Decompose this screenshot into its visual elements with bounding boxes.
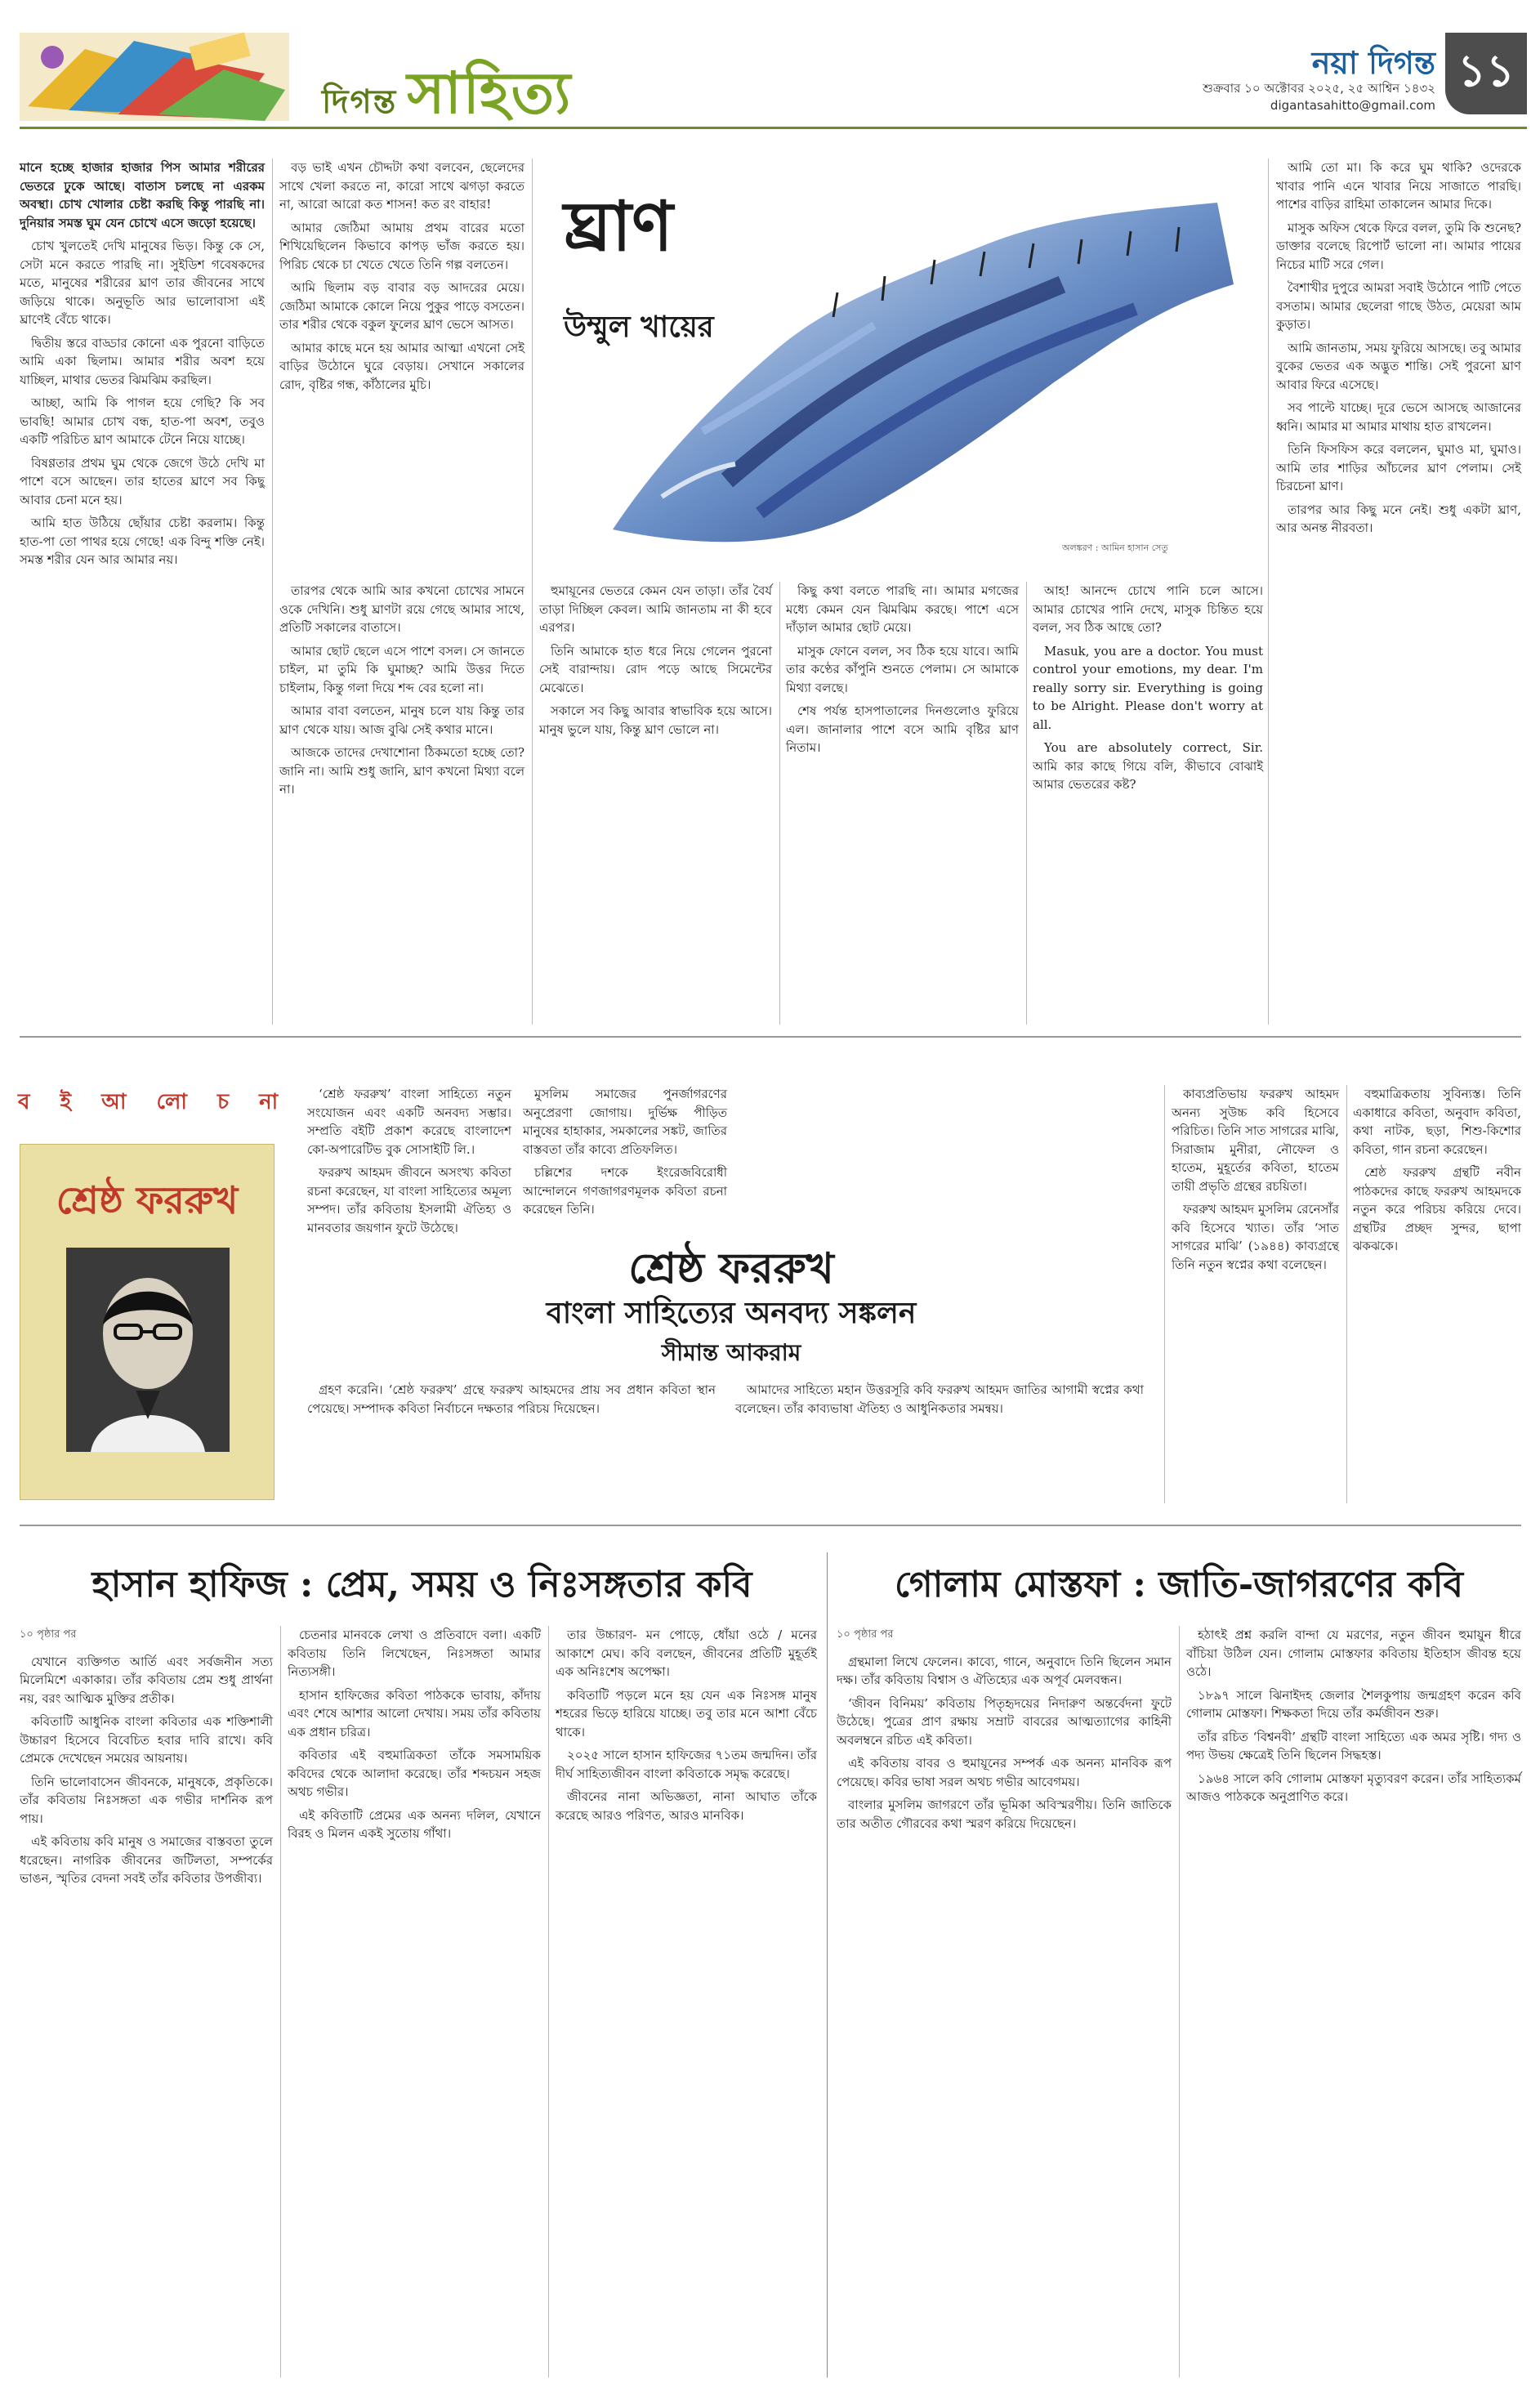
paper-logo[interactable]: নয়া দিগন্ত (1311, 45, 1435, 81)
article2-column-1 (837, 1626, 1172, 2378)
column-divider (280, 1626, 281, 2378)
article1-column-3 (556, 1626, 817, 2378)
review-paragraph: মুসলিম সমাজের পুনর্জাগরণের অনুপ্রেরণা জোগায়। দুর্ভিক্ষ পীড়িত মানুষের হাহাকার, সমকালের সঙ্কট, জাতির বাস্তবতা তাঁর কাব্যে প্রতিফলিত। (523, 1087, 727, 1157)
story-paragraph: আমার জেঠিমা আমায় প্রথম বারের মতো শিখিয়েছিলেন কিভাবে কাপড় ভাঁজ করতে হয়। পিরিচ থেকে চা খেতে খেতে তিনি গল্প বলতেন। (279, 220, 524, 272)
story-column-2b (279, 582, 524, 1025)
article-paragraph: কবিতাটি আধুনিক বাংলা কবিতার এক শক্তিশালী উচ্চারণ হিসেবে বিবেচিত হবার দাবি রাখে। কবি প্রেমকে দেখেছেন সময়ের আয়নায়। (20, 1714, 273, 1766)
article-paragraph: তিনি ভালোবাসেন জীবনকে, মানুষকে, প্রকৃতিকে। তাঁর কবিতায় নিঃসঙ্গতা এক গভীর দার্শনিক রূপ পায়। (20, 1774, 273, 1826)
review-column-6 (1353, 1085, 1521, 1503)
story-paragraph: তারপর থেকে আমি আর কখনো চোখের সামনে ওকে দেখিনি। শুধু ঘ্রাণটা রয়ে গেছে আমার সাথে, প্রতিটি সকালের বাতাসে। (279, 583, 524, 635)
article-divider (827, 1552, 828, 2378)
review-paragraph: কাব্যপ্রতিভায় ফররুখ আহমদ অনন্য সুউচ্চ কবি হিসেবে পরিচিত। তিনি সাত সাগরের মাঝি, সিরাজাম মুনীরা, নৌফেল ও হাতেম, মুহূর্তের কবিতা, হাতেম তায়ী প্রভৃতি গ্রন্থের রচয়িতা। (1172, 1087, 1339, 1194)
author-portrait (66, 1248, 230, 1452)
story-paragraph: মাসুক ফোনে বলল, সব ঠিক হয়ে যাবে। আমি তার কণ্ঠের কাঁপুনি শুনতে পেলাম। সে আমাকে মিথ্যা বলছে। (786, 643, 1019, 695)
section-prefix: দিগন্ত (322, 83, 398, 121)
column-divider (779, 582, 780, 1025)
review-paragraph: ফররুখ আহমদ জীবনে অসংখ্য কবিতা রচনা করেছেন, যা বাংলা সাহিত্যের অমূল্য সম্পদ। তাঁর কবিতায় ইসলামী ঐতিহ্য ও মানবতার জয়গান ফুটে উঠেছে। (307, 1165, 511, 1235)
article-paragraph: এই কবিতাটি প্রেমের এক অনন্য দলিল, যেখানে বিরহ ও মিলন একই সুতোয় গাঁথা। (288, 1807, 541, 1841)
story-paragraph: তারপর আর কিছু মনে নেই। শুধু একটা ঘ্রাণ, আর অনন্ত নীরবতা। (1276, 502, 1521, 535)
story-paragraph: সব পাল্টে যাচ্ছে। দূরে ভেসে আসছে আজানের ধ্বনি। আমার মা আমার মাথায় হাত রাখলেন। (1276, 400, 1521, 434)
story-column-5 (1033, 582, 1263, 1025)
review-column-2 (523, 1085, 727, 1224)
story-paragraph: আমি ছিলাম বড় বাবার বড় আদরের মেয়ে। জেঠিমা আমাকে কোলে নিয়ে পুকুর পাড়ে বসতেন। তার শরীর থেকে বকুল ফুলের ঘ্রাণ ভেসে আসত। (279, 280, 524, 332)
article-paragraph: এই কবিতায় বাবর ও হুমায়ূনের সম্পর্ক এক অনন্য মানবিক রূপ পেয়েছে। কবির ভাষা সরল অথচ গভীর আবেগময়। (837, 1756, 1172, 1789)
story-paragraph: Masuk, you are a doctor. You must control your emotions, my dear. I'm really sorry sir. Everything is going to be Alright. Please don't worry at all. (1033, 643, 1263, 732)
review-paragraph: শ্রেষ্ঠ ফররুখ গ্রন্থটি নবীন পাঠকদের কাছে ফররুখ আহমদকে নতুন করে পরিচয় করিয়ে দেবে। গ্রন্থটির প্রচ্ছদ সুন্দর, ছাপা ঝকঝকে। (1353, 1165, 1521, 1253)
article1-column-2 (288, 1626, 541, 2378)
article-paragraph: এই কবিতায় কবি মানুষ ও সমাজের বাস্তবতা তুলে ধরেছেন। নাগরিক জীবনের জটিলতা, সম্পর্কের ভাঙন, স্মৃতির বেদনা সবই তাঁর কবিতার উপজীব্য। (20, 1834, 273, 1886)
column-divider (1179, 1626, 1180, 2378)
story-heading (564, 173, 714, 354)
story-paragraph: আহ! আনন্দে চোখে পানি চলে আসে। আমার চোখের পানি দেখে, মাসুক চিন্তিত হয়ে বলল, সব ঠিক আছে তো? (1033, 583, 1263, 635)
article-paragraph: তার উচ্চারণ- মন পোড়ে, ধোঁয়া ওঠে / মনের আকাশে মেঘ। কবি বলছেন, জীবনের প্রতিটি মুহূর্তই এক অনিঃশেষ অপেক্ষা। (556, 1628, 817, 1679)
article-golam-mostafa-title: গোলাম মোস্তফা : জাতি-জাগরণের কবি (894, 1564, 1464, 1605)
page-number: ১১ (1445, 33, 1527, 114)
section-title-text: সাহিত্য (407, 60, 573, 127)
review-author: সীমান্ত আকরাম (661, 1339, 801, 1366)
article-paragraph: যেখানে ব্যক্তিগত আর্তি এবং সর্বজনীন সত্য মিলেমিশে একাকার। তাঁর কবিতায় প্রেম শুধু প্রার্থনা নয়, বরং আত্মিক মুক্তির প্রতীক। (20, 1654, 273, 1706)
column-divider (532, 159, 533, 1025)
story-paragraph: তিনি ফিসফিস করে বললেন, ঘুমাও মা, ঘুমাও। আমি তার শাড়ির আঁচলের ঘ্রাণ পেলাম। সেই চিরচেনা ঘ্রাণ। (1276, 442, 1521, 493)
column-divider (1346, 1085, 1347, 1503)
column-divider (272, 159, 273, 1025)
article-paragraph: কবিতার এই বহুমাত্রিকতা তাঁকে সমসাময়িক কবিদের থেকে আলাদা করেছে। তাঁর শব্দচয়ন সহজ অথচ গভীর। (288, 1748, 541, 1799)
section-title (322, 49, 572, 145)
story-author: উম্মুল খায়ের (564, 310, 714, 344)
section-divider (20, 1525, 1521, 1526)
article-paragraph: ‘জীবন বিনিময়’ কবিতায় পিতৃহৃদয়ের নিদারুণ অন্তর্বেদনা ফুটে উঠেছে। পুত্রের প্রাণ রক্ষায় সম্রাট বাবরের আত্মত্যাগের কাহিনী অবলম্বনে রচিত এই কবিতা। (837, 1695, 1172, 1748)
column-divider (1026, 582, 1027, 1025)
story-paragraph: আজকে তাদের দেখাশোনা ঠিকমতো হচ্ছে তো? জানি না। আমি শুধু জানি, ঘ্রাণ কখনো মিথ্যা বলে না। (279, 745, 524, 797)
review-column-1 (307, 1085, 511, 1235)
date-block (1203, 80, 1435, 114)
column-divider (1164, 1085, 1165, 1503)
story-paragraph: বৈশাখীর দুপুরে আমরা সবাই উঠোনে পাটি পেতে বসতাম। আমার ছেলেরা গাছে উঠত, মেয়েরা আম কুড়াত। (1276, 280, 1521, 332)
article-paragraph: ১৯৬৪ সালে কবি গোলাম মোস্তফা মৃত্যুবরণ করেন। তাঁর সাহিত্যকর্ম আজও পাঠককে অনুপ্রাণিত করে। (1186, 1771, 1521, 1804)
article1-column-1 (20, 1626, 273, 2378)
review-column-5 (1172, 1085, 1339, 1503)
story-column-1 (20, 159, 265, 1025)
masthead-divider (20, 127, 1527, 129)
author-portrait-icon (66, 1248, 230, 1452)
review-column-4 (735, 1381, 1144, 1503)
story-paragraph: বিষণ্ণতার প্রথম ঘুম থেকে জেগে উঠে দেখি মা পাশে বসে আছেন। তার হাতের ঘ্রাণে সব কিছু আবার চেনা মনে হয়। (20, 455, 265, 507)
story-paragraph: তিনি আমাকে হাত ধরে নিয়ে গেলেন পুরনো সেই বারান্দায়। রোদ পড়ে আছে সিমেন্টের মেঝেতে। (539, 643, 772, 695)
review-subtitle: বাংলা সাহিত্যের অনবদ্য সঙ্কলন (546, 1296, 917, 1330)
story-paragraph: বড় ভাই এখন চৌদ্দটা কথা বলবেন, ছেলেদের সাথে খেলা করতে না, কারো সাথে ঝগড়া করতে না, আরো আরো কত শাসন! কত রং বাহার! (279, 160, 524, 212)
story-paragraph: আমি হাত উঠিয়ে ছোঁয়ার চেষ্টা করলাম। কিন্তু হাত-পা তো পাথর হয়ে গেছে! এক বিন্দু শক্তি নেই। সমস্ত শরীর যেন আর আমার নয়। (20, 516, 265, 567)
date-line: শুক্রবার ১০ অক্টোবর ২০২৫, ২৫ আশ্বিন ১৪৩২ (1202, 81, 1435, 96)
book-cover[interactable] (20, 1144, 275, 1500)
story-column-2 (279, 159, 524, 575)
story-paragraph: মানে হচ্ছে হাজার হাজার পিস আমার শরীরের ভেতরে ঢুকে আছে। বাতাস চলছে না এরকম অবস্থা। চোখ খোলার চেষ্টা করছি কিন্তু পারছি না। দুনিয়ার সমস্ত ঘুম যেন চোখে এসে জড়ো হয়েছে। (20, 160, 265, 230)
article-paragraph: ১৮৯৭ সালে ঝিনাইদহ জেলার শৈলকুপায় জন্মগ্রহণ করেন কবি গোলাম মোস্তফা। শিক্ষকতা দিয়ে তাঁর কর্মজীবন শুরু। (1186, 1687, 1521, 1721)
column-divider (548, 1626, 549, 2378)
website-link[interactable]: digantasahitto@gmail.com (1270, 98, 1435, 113)
article-hasan-hafiz-title: হাসান হাফিজ : প্রেম, সময় ও নিঃসঙ্গতার কবি (92, 1564, 752, 1605)
story-column-right (1276, 159, 1521, 1025)
article-paragraph: তাঁর রচিত ‘বিশ্বনবী’ গ্রন্থটি বাংলা সাহিত্যে এক অমর সৃষ্টি। গদ্য ও পদ্য উভয় ক্ষেত্রেই তিনি ছিলেন সিদ্ধহস্ত। (1186, 1729, 1521, 1762)
review-paragraph: ‘শ্রেষ্ঠ ফররুখ’ বাংলা সাহিত্যে নতুন সংযোজন এবং একটি অনবদ্য সম্ভার। সম্প্রতি বইটি প্রকাশ করেছে বাংলাদেশ কো-অপারেটিভ বুক সোসাইটি লি.। (307, 1087, 511, 1157)
article-paragraph: চেতনার মানবকে লেখা ও প্রতিবাদে বলা। একটি কবিতায় তিনি লিখেছেন, নিঃসঙ্গতা আমার নিত্যসঙ্গী। (288, 1628, 541, 1679)
article-paragraph: বাংলার মুসলিম জাগরণে তাঁর ভূমিকা অবিস্মরণীয়। তিনি জাতিকে তার অতীত গৌরবের কথা স্মরণ করিয়ে দিয়েছেন। (837, 1797, 1172, 1831)
story-paragraph: আমি জানতাম, সময় ফুরিয়ে আসছে। তবু আমার বুকের ভেতর এক অদ্ভুত শান্তি। সেই পুরনো ঘ্রাণ আবার ফিরে এসেছে। (1276, 340, 1521, 392)
story-paragraph: You are absolutely correct, Sir. আমি কার কাছে গিয়ে বলি, কীভাবে বোঝাই আমার ভেতরের কষ্ট? (1033, 740, 1263, 792)
column-divider (1268, 159, 1269, 1025)
books-illustration-icon (20, 33, 289, 121)
story-paragraph: আমার কাছে মনে হয় আমার আত্মা এখনো সেই বাড়ির উঠোনে ঘুরে বেড়ায়। সেখানে সকালের রোদ, বৃষ্টির গন্ধ, কাঁঠালের মুচি। (279, 340, 524, 392)
section-divider (20, 1036, 1521, 1038)
article-paragraph: কবিতাটি পড়লে মনে হয় যেন এক নিঃসঙ্গ মানুষ শহরের ভিড়ে হারিয়ে যাচ্ছে। তবু তার মনে আশা বেঁচে থাকে। (556, 1687, 817, 1739)
article-paragraph: হাসান হাফিজের কবিতা পাঠককে ভাবায়, কাঁদায় এবং শেষে আশার আলো দেখায়। সময় তাঁর কবিতায় এক প্রধান চরিত্র। (288, 1687, 541, 1739)
continued-marker: ১০ পৃষ্ঠার পর (837, 1628, 894, 1641)
article-paragraph: ২০২৫ সালে হাসান হাফিজের ৭১তম জন্মদিন। তাঁর দীর্ঘ সাহিত্যজীবন বাংলা কবিতাকে সমৃদ্ধ করেছে। (556, 1748, 817, 1781)
story-paragraph: সকালে সব কিছু আবার স্বাভাবিক হয়ে আসে। মানুষ ভুলে যায়, কিন্তু ঘ্রাণ ভোলে না। (539, 703, 772, 737)
story-paragraph: আমি তো মা। কি করে ঘুম থাকি? ওদেরকে খাবার পানি এনে খাবার নিয়ে সাজাতে পারছি। পাশের বাড়ির রাহিমা তাকালেন আমার দিকে। (1276, 160, 1521, 212)
review-paragraph: চল্লিশের দশকে ইংরেজবিরোধী আন্দোলনে গণজাগরণমূলক কবিতা রচনা করেছেন তিনি। (523, 1165, 727, 1217)
story-paragraph: চোখ খুলতেই দেখি মানুষের ভিড়। কিন্তু কে সে, সেটা মনে করতে পারছি না। সুইডিশ গবেষকদের মতে, মানুষের শরীরের ঘ্রাণ তার জীবনের সাথে জড়িয়ে থাকে। অনুভূতি আর ভালোবাসা এই ঘ্রাণেই বেঁচে থাকে। (20, 239, 265, 327)
story-paragraph: আমার বাবা বলতেন, মানুষ চলে যায় কিন্তু তার ঘ্রাণ থেকে যায়। আজ বুঝি সেই কথার মানে। (279, 703, 524, 737)
review-label: ব ই আ লো চ না (18, 1090, 290, 1114)
review-paragraph: আমাদের সাহিত্যে মহান উত্তরসূরি কবি ফররুখ আহমদ জাতির আগামী স্বপ্নের কথা বলেছেন। তাঁর কাব্যভাষা ঐতিহ্য ও আধুনিকতার সমন্বয়। (735, 1382, 1144, 1416)
illustration-credit: অলঙ্করণ : আমিন হাসান সেতু (1062, 543, 1168, 553)
review-paragraph: ফররুখ আহমদ মুসলিম রেনেসাঁর কবি হিসেবে খ্যাত। তাঁর ‘সাত সাগরের মাঝি’ (১৯৪৪) কাব্যগ্রন্থে তিনি নতুন স্বপ্নের কথা বলেছেন। (1172, 1202, 1339, 1272)
masthead-artwork (20, 33, 289, 121)
review-column-3 (307, 1381, 716, 1503)
review-paragraph: গ্রহণ করেনি। ‘শ্রেষ্ঠ ফররুখ’ গ্রন্থে ফররুখ আহমদের প্রায় সব প্রধান কবিতা স্থান পেয়েছে। সম্পাদক কবিতা নির্বাচনে দক্ষতার পরিচয় দিয়েছেন। (307, 1382, 716, 1416)
story-paragraph: আমার ছোট ছেলে এসে পাশে বসল। সে জানতে চাইল, মা তুমি কি ঘুমাচ্ছ? আমি উত্তর দিতে চাইলাম, কিন্তু গলা দিয়ে শব্দ বের হলো না। (279, 643, 524, 695)
story-paragraph: শেষ পর্যন্ত হাসপাতালের দিনগুলোও ফুরিয়ে এল। জানালার পাশে বসে আমি বৃষ্টির ঘ্রাণ নিতাম। (786, 703, 1019, 755)
story-paragraph: কিছু কথা বলতে পারছি না। আমার মগজের মধ্যে কেমন যেন ঝিমঝিম করছে। পাশে এসে দাঁড়াল আমার ছোট মেয়ে। (786, 583, 1019, 635)
review-paragraph: বহুমাত্রিকতায় সুবিন্যস্ত। তিনি একাধারে কবিতা, অনুবাদ কবিতা, কথা নাটক, ছড়া, শিশু-কিশোর কবিতা, গান রচনা করেছেন। (1353, 1087, 1521, 1157)
story-paragraph: দ্বিতীয় স্তরে বাড্ডার কোনো এক পুরনো বাড়িতে আমি একা ছিলাম। আমার শরীর অবশ হয়ে যাচ্ছিল, মাথার ভেতর ঝিমঝিম করছিল। (20, 335, 265, 387)
article-paragraph: হঠাৎই প্রশ্ন করলি বান্দা যে মরণের, নতুন জীবন হুমায়ুন ধীরে বাঁচিয়া উঠিল যেন। গোলাম মোস্তফার কবিতায় ইতিহাস জীবন্ত হয়ে ওঠে। (1186, 1628, 1521, 1679)
story-title: ঘ্রাণ (564, 185, 673, 266)
article-paragraph: গ্রন্থমালা লিখে ফেলেন। কাব্যে, গানে, অনুবাদে তিনি ছিলেন সমান দক্ষ। তাঁর কবিতায় বিশ্বাস ও ঐতিহ্যের এক অপূর্ব মেলবন্ধন। (837, 1654, 1172, 1687)
article2-column-2 (1186, 1626, 1521, 2378)
book-cover-title: শ্রেষ্ঠ ফররুখ (56, 1178, 239, 1222)
story-column-4 (786, 582, 1019, 1025)
article-paragraph: জীবনের নানা অভিজ্ঞতা, নানা আঘাত তাঁকে করেছে আরও পরিণত, আরও মানবিক। (556, 1789, 817, 1823)
story-paragraph: মাসুক অফিস থেকে ফিরে বলল, তুমি কি শুনেছ? ডাক্তার বলেছে রিপোর্ট ভালো না। আমার পায়ের নিচের মাটি সরে গেল। (1276, 220, 1521, 272)
story-paragraph: হুমায়ূনের ভেতরে কেমন যেন তাড়া। তাঁর বৈর্য তাড়া দিচ্ছিল কেবল। আমি জানতাম না কী হবে এরপর। (539, 583, 772, 635)
story-paragraph: আচ্ছা, আমি কি পাগল হয়ে গেছি? কি সব ভাবছি! আমার চোখ বন্ধ, হাত-পা অবশ, তবুও একটি পরিচিত ঘ্রাণ আমাকে টেনে নিয়ে যাচ্ছে। (20, 395, 265, 447)
story-column-3 (539, 582, 772, 1025)
review-title: শ্রেষ্ঠ ফররুখ (628, 1244, 834, 1293)
continued-marker: ১০ পৃষ্ঠার পর (20, 1628, 77, 1641)
masthead (20, 33, 1527, 132)
